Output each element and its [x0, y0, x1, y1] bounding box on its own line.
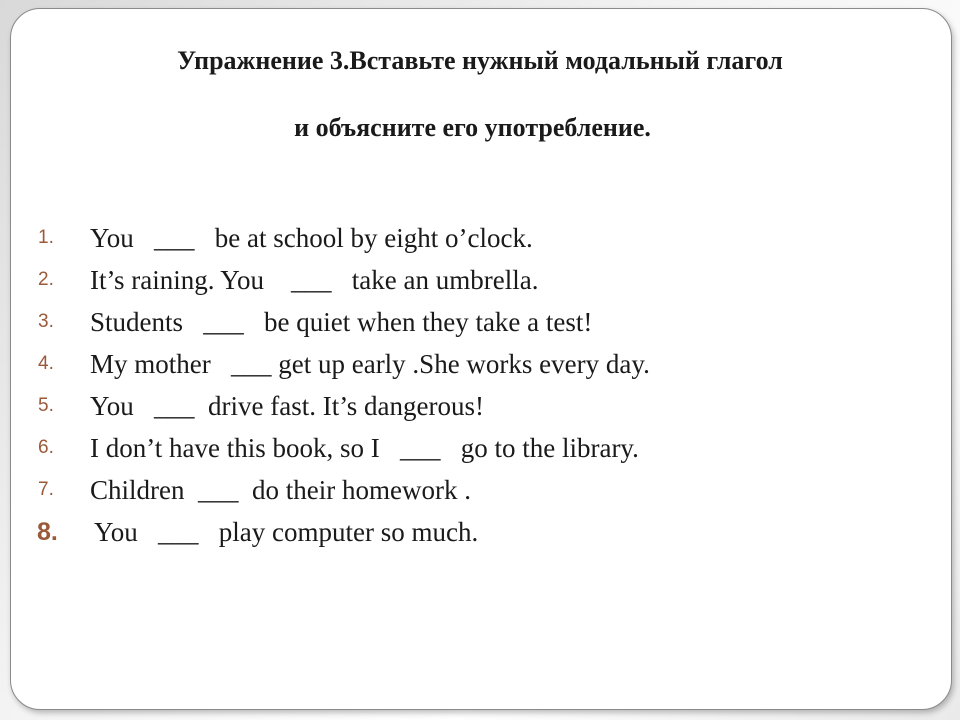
item-number: 4. [38, 353, 54, 374]
item-text: Children ___ do their homework . [90, 475, 471, 505]
item-text: You ___ be at school by eight o’clock. [90, 223, 533, 253]
item-number: 2. [38, 269, 54, 290]
item-text: It’s raining. You ___ take an umbrella. [90, 265, 539, 295]
item-text: You ___ drive fast. It’s dangerous! [90, 391, 484, 421]
title-line-1: Упражнение 3.Вставьте нужный модальный глагол [177, 46, 783, 75]
title-line-2: и объясните его употребление. [294, 113, 651, 142]
item-number: 3. [38, 311, 54, 332]
item-number: 5. [38, 395, 54, 416]
item-number: 6. [38, 437, 54, 458]
item-number: 1. [38, 227, 54, 248]
item-text: You ___ play computer so much. [94, 517, 479, 547]
item-text: I don’t have this book, so I ___ go to the library. [90, 433, 639, 463]
item-number: 8. [37, 518, 58, 546]
item-text: My mother ___ get up early .She works every day. [90, 349, 650, 379]
item-number: 7. [38, 479, 54, 500]
item-text: Students ___ be quiet when they take a test! [90, 307, 593, 337]
